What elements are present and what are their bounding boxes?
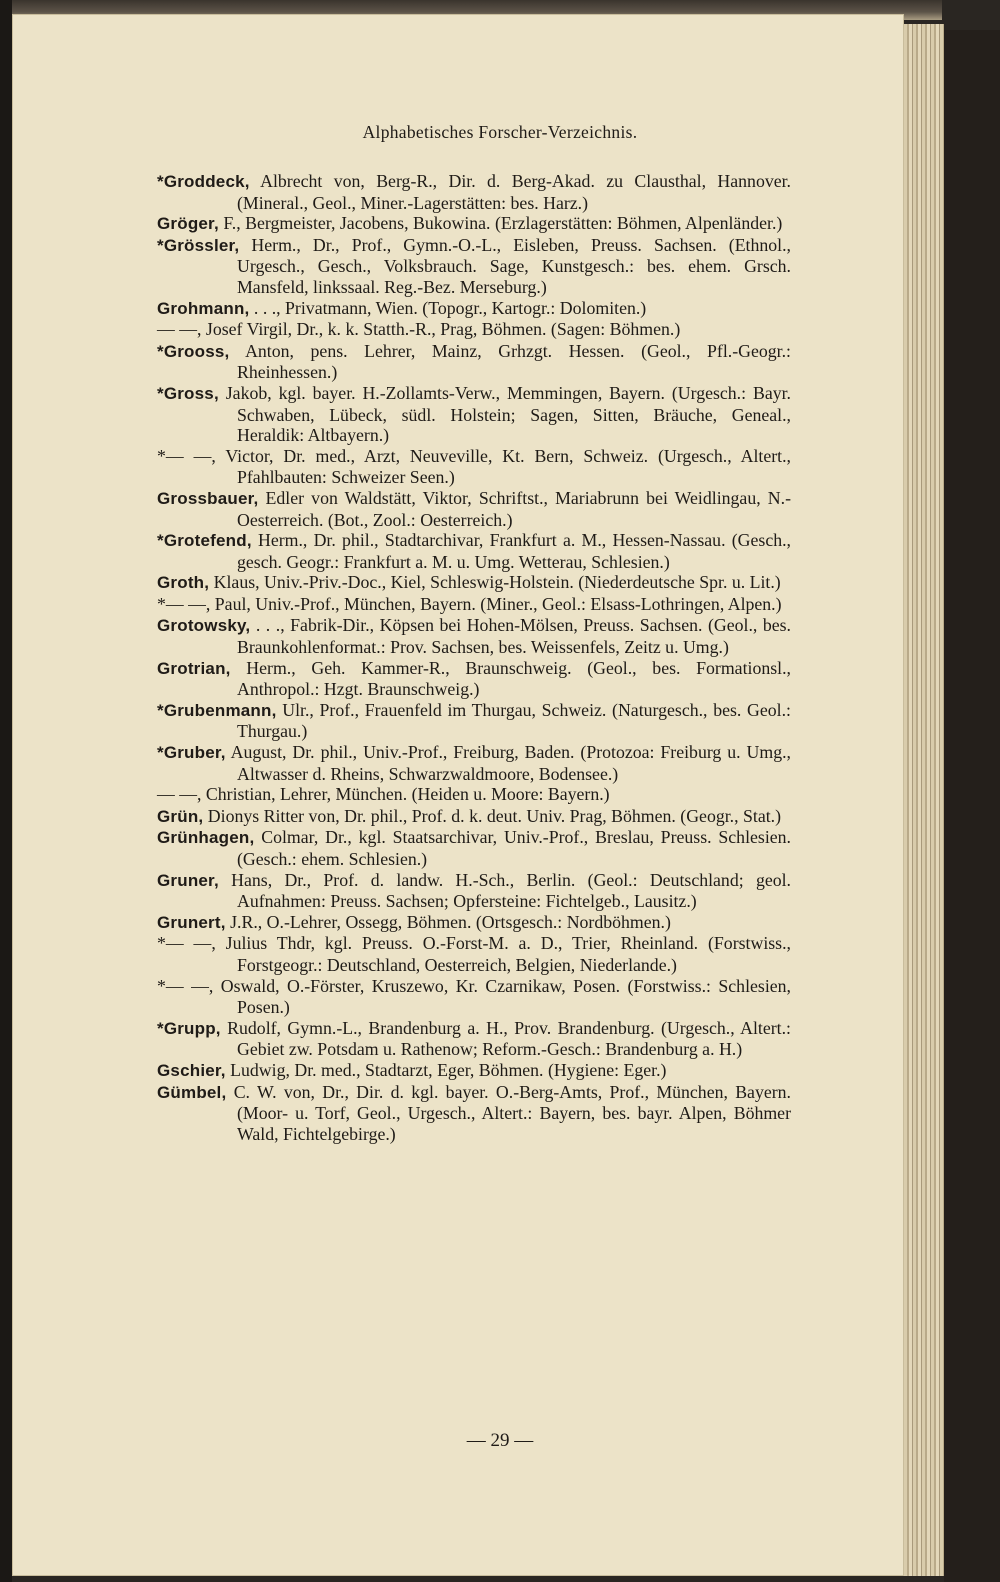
entry xyxy=(157,827,791,869)
entry-text: Dionys Ritter von, Dr. phil., Prof. d. k. deut. Univ. Prag, Böhmen. (Geogr., Stat.) xyxy=(203,805,782,826)
entry-text: Ludwig, Dr. med., Stadtarzt, Eger, Böhmen. (Hygiene: Eger.) xyxy=(225,1059,667,1080)
entry-text: — —, Christian, Lehrer, München. (Heiden u. Moore: Bayern.) xyxy=(157,784,610,805)
entry xyxy=(157,784,791,806)
entry-text: . . ., Fabrik-Dir., Köpsen bei Hohen-Mölsen, Preuss. Sachsen. (Geol., bes. Braunkohlenformat.: Prov. Sachsen, bes. Weissenfels, Zeitz u. Umg.) xyxy=(237,615,791,658)
entry-name: *Gruber, xyxy=(157,743,226,763)
entry-text: Edler von Waldstätt, Viktor, Schriftst., Mariabrunn bei Weidlingau, N.-Oesterreich. (Bot., Zool.: Oesterreich.) xyxy=(237,487,791,530)
entry-name: Gschier, xyxy=(157,1060,226,1080)
entry-text: Herm., Geh. Kammer-R., Braunschweig. (Geol., bes. Formationsl., Anthropol.: Hzgt. Braunschweig.) xyxy=(230,657,791,700)
entry-text: *— —, Paul, Univ.-Prof., München, Bayern. (Miner., Geol.: Elsass-Lothringen, Alpen.) xyxy=(157,593,782,614)
entry-text: *— —, Oswald, O.-Förster, Kruszewo, Kr. Czarnikaw, Posen. (Forstwiss.: Schlesien, Posen.) xyxy=(157,975,791,1018)
entry xyxy=(157,742,791,784)
entry-name: *Grooss, xyxy=(157,341,230,361)
entry xyxy=(157,383,791,446)
entry-name: Grotowsky, xyxy=(157,616,251,636)
entry-text: Albrecht von, Berg-R., Dir. d. Berg-Akad. zu Clausthal, Hannover. (Mineral., Geol., Miner.-Lagerstätten: bes. Harz.) xyxy=(237,171,791,213)
entry xyxy=(157,658,791,700)
entry xyxy=(157,806,791,828)
running-header: Alphabetisches Forscher-Verzeichnis. xyxy=(362,122,638,142)
entry-text: August, Dr. phil., Univ.-Prof., Freiburg, Baden. (Protozoa: Freiburg u. Umg., Altwasser d. Rheins, Schwarzwaldmoore, Bodensee.) xyxy=(225,742,791,784)
entry-text: . . ., Privatmann, Wien. (Topogr., Kartogr.: Dolomiten.) xyxy=(249,297,647,318)
entry xyxy=(157,530,791,572)
entry xyxy=(157,446,791,488)
entry-text: Herm., Dr., Prof., Gymn.-O.-L., Eisleben, Preuss. Sachsen. (Ethnol., Urgesch., Gesch., Volksbrauch. Sage, Kunstgesch.: bes. ehem. Grsch. Mansfeld, linkssaal. Reg.-Bez. Merseburg.) xyxy=(237,234,791,297)
entry-list xyxy=(157,171,791,1144)
entry-name: *Grotefend, xyxy=(157,531,252,551)
entry-name: Grün, xyxy=(157,806,204,826)
entry-text: Rudolf, Gymn.-L., Brandenburg a. H., Prov. Brandenburg. (Urgesch., Altert.: Gebiet zw. Potsdam u. Rathenow; Reform.-Gesch.: Brandenburg a. H.) xyxy=(220,1017,791,1060)
entry xyxy=(157,1060,791,1082)
entry xyxy=(157,319,791,341)
entry xyxy=(157,615,791,657)
entry-text: C. W. von, Dr., Dir. d. kgl. bayer. O.-Berg-Amts, Prof., München, Bayern. (Moor- u. Torf, Geol., Urgesch., Altert.: Bayern, bes. bayr. Alpen, Böhmer Wald, Fichtelgebirge.) xyxy=(226,1081,791,1144)
entry-name: Grunert, xyxy=(157,912,226,932)
page-number: — 29 — xyxy=(466,1430,534,1451)
scan-left-margin xyxy=(0,0,12,1582)
entry-name: *Grupp, xyxy=(157,1018,221,1038)
entry-name: Grossbauer, xyxy=(157,488,259,508)
entry-text: J.R., O.-Lehrer, Ossegg, Böhmen. (Ortsgesch.: Nordböhmen.) xyxy=(225,911,671,932)
entry-text: *— —, Victor, Dr. med., Arzt, Neuveville, Kt. Bern, Schweiz. (Urgesch., Altert., Pfahlbauten: Schweizer Seen.) xyxy=(157,445,791,488)
entry xyxy=(157,700,791,742)
entry-name: *Grubenmann, xyxy=(157,700,277,720)
entry-text: Colmar, Dr., kgl. Staatsarchivar, Univ.-Prof., Breslau, Preuss. Schlesien. (Gesch.: ehem. Schlesien.) xyxy=(237,827,791,869)
entry-text: F., Bergmeister, Jacobens, Bukowina. (Erzlagerstätten: Böhmen, Alpenländer.) xyxy=(218,213,783,234)
entry xyxy=(157,870,791,912)
entry xyxy=(157,912,791,934)
entry-text: Klaus, Univ.-Priv.-Doc., Kiel, Schleswig-Holstein. (Niederdeutsche Spr. u. Lit.) xyxy=(209,572,781,593)
entry xyxy=(157,235,791,298)
entry xyxy=(157,594,791,616)
entry-name: *Grössler, xyxy=(157,235,240,255)
entry xyxy=(157,488,791,530)
entry xyxy=(157,1082,791,1145)
entry-text: Jakob, kgl. bayer. H.-Zollamts-Verw., Memmingen, Bayern. (Urgesch.: Bayr. Schwaben, Lübeck, südl. Holstein; Sagen, Sitten, Bräuche, Geneal., Heraldik: Altbayern.) xyxy=(218,382,791,446)
entry-name: Gröger, xyxy=(157,214,219,234)
entry-text: Herm., Dr. phil., Stadtarchivar, Frankfurt a. M., Hessen-Nassau. (Gesch., gesch. Geogr.: Frankfurt a. M. u. Umg. Wetterau, Schlesien.) xyxy=(237,530,791,572)
entry-name: Groth, xyxy=(157,573,210,593)
entry-text: Anton, pens. Lehrer, Mainz, Grhzgt. Hessen. (Geol., Pfl.-Geogr.: Rheinhessen.) xyxy=(229,340,791,383)
entry xyxy=(157,976,791,1018)
entry-name: Grohmann, xyxy=(157,298,250,318)
entry-name: Grünhagen, xyxy=(157,828,255,848)
entry-text: — —, Josef Virgil, Dr., k. k. Statth.-R., Prag, Böhmen. (Sagen: Böhmen.) xyxy=(157,319,681,340)
entry xyxy=(157,933,791,975)
entry xyxy=(157,341,791,383)
entry-text: Ulr., Prof., Frauenfeld im Thurgau, Schweiz. (Naturgesch., bes. Geol.: Thurgau.) xyxy=(237,699,791,742)
entry-name: Gruner, xyxy=(157,870,219,890)
entry-name: Grotrian, xyxy=(157,658,231,678)
entry xyxy=(157,171,791,213)
entry xyxy=(157,213,791,235)
entry xyxy=(157,1018,791,1060)
entry-text: Hans, Dr., Prof. d. landw. H.-Sch., Berlin. (Geol.: Deutschland; geol. Aufnahmen: Preuss. Sachsen; Opfersteine: Fichtelgeb., Lausitz.) xyxy=(218,869,791,912)
entry-name: *Gross, xyxy=(157,383,219,403)
entry-name: *Groddeck, xyxy=(157,172,250,191)
page-edges xyxy=(904,24,944,1576)
entry-name: Gümbel, xyxy=(157,1082,227,1102)
entry xyxy=(157,298,791,320)
entry-text: *— —, Julius Thdr, kgl. Preuss. O.-Forst-M. a. D., Trier, Rheinland. (Forstwiss., Forstgeogr.: Deutschland, Oesterreich, Belgien, Niederlande.) xyxy=(157,933,791,975)
entry xyxy=(157,572,791,594)
book-cover xyxy=(944,30,1000,1582)
